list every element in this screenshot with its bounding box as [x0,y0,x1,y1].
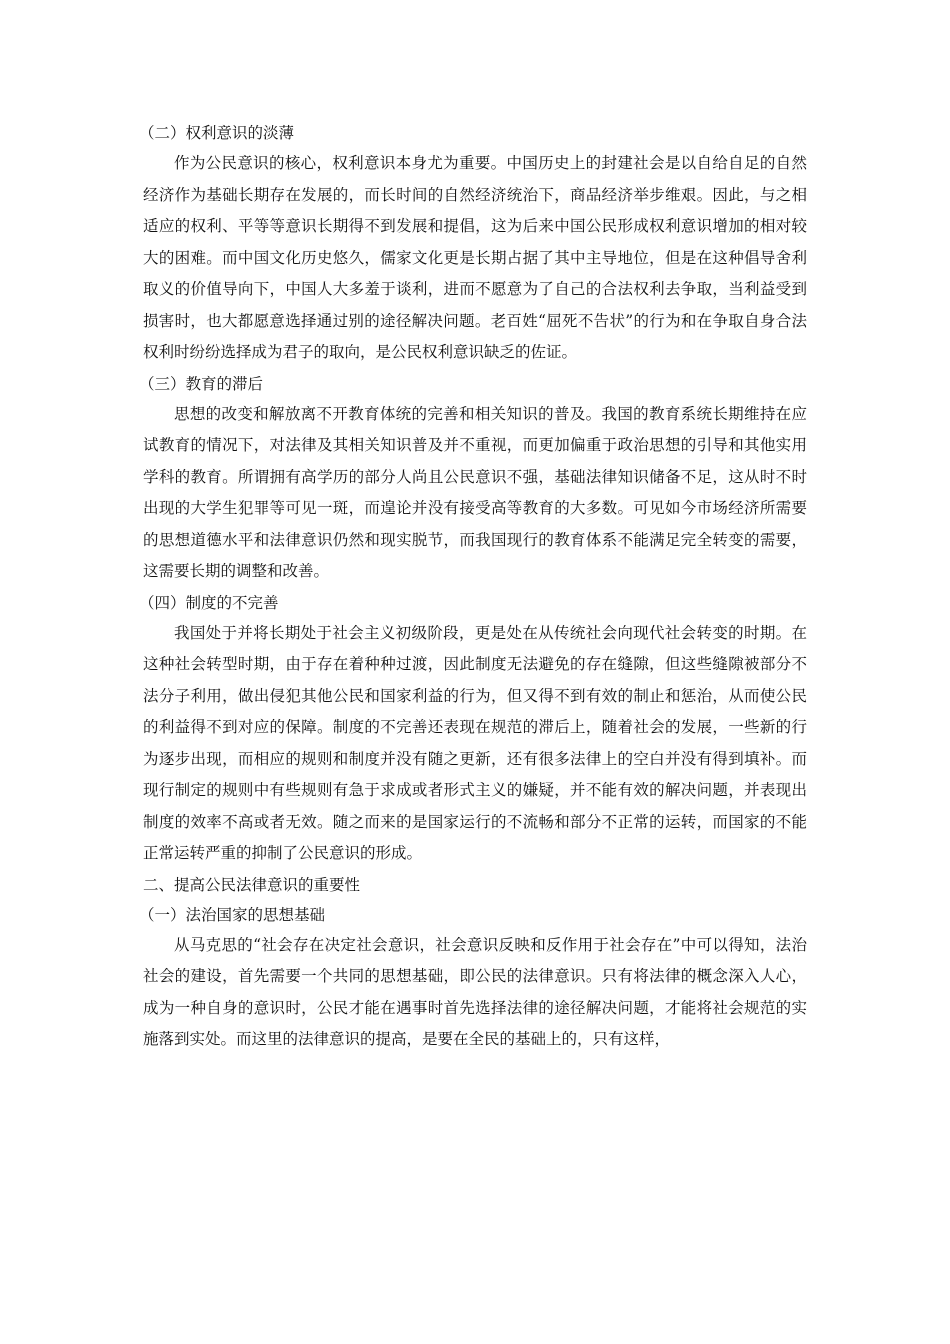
paragraph-institutions: 我国处于并将长期处于社会主义初级阶段，更是处在从传统社会向现代社会转变的时期。在这种社会转型时期，由于存在着种种过渡，因此制度无法避免的存在缝隙，但这些缝隙被部分不法分子利用，做出侵犯其他公民和国家利益的行为，但又得不到有效的制止和惩治，从而使公民的利益得不到对应的保障。制度的不完善还表现在规范的滞后上，随着社会的发展，一些新的行为逐步出现，而相应的规则和制度并没有随之更新，还有很多法律上的空白并没有得到填补。而现行制定的规则中有些规则有急于求成或者形式主义的嫌疑，并不能有效的解决问题，并表现出制度的效率不高或者无效。随之而来的是国家运行的不流畅和部分不正常的运转，而国家的不能正常运转严重的抑制了公民意识的形成。 [143,623,807,862]
document-body [139,118,807,1056]
section-heading-rights-awareness: （二）权利意识的淡薄 [139,124,295,142]
chapter-heading-importance: 二、提高公民法律意识的重要性 [143,875,361,894]
section-heading-ideological-foundation: （一）法治国家的思想基础 [139,905,326,924]
section-heading-institutions: （四）制度的不完善 [139,593,279,612]
paragraph-education: 思想的改变和解放离不开教育体统的完善和相关知识的普及。我国的教育系统长期维持在应试教育的情况下，对法律及其相关知识普及并不重视，而更加偏重于政治思想的引导和其他实用学科的教育。所谓拥有高学历的部分人尚且公民意识不强，基础法律知识储备不足，这从时不时出现的大学生犯罪等可见一斑，而遑论并没有接受高等教育的大多数。可见如今市场经济所需要的思想道德水平和法律意识仍然和现实脱节，而我国现行的教育体系不能满足完全转变的需要，这需要长期的调整和改善。 [143,404,807,580]
section-heading-education: （三）教育的滞后 [139,374,264,393]
paragraph-rights-awareness: 作为公民意识的核心，权利意识本身尤为重要。中国历史上的封建社会是以自给自足的自然经济作为基础长期存在发展的，而长时间的自然经济统治下，商品经济举步维艰。因此，与之相适应的权利、平等等意识长期得不到发展和提倡，这为后来中国公民形成权利意识增加的相对较大的困难。而中国文化历史悠久，儒家文化更是长期占据了其中主导地位，但是在这种倡导舍利取义的价值导向下，中国人大多羞于谈利，进而不愿意为了自己的合法权利去争取，当利益受到损害时，也大都愿意选择通过别的途径解决问题。老百姓“屈死不告状”的行为和在争取自身合法权利时纷纷选择成为君子的取向，是公民权利意识缺乏的佐证。 [143,154,807,361]
paragraph-ideological-foundation: 从马克思的“社会存在决定社会意识，社会意识反映和反作用于社会存在”中可以得知，法治社会的建设，首先需要一个共同的思想基础，即公民的法律意识。只有将法律的概念深入人心，成为一种自身的意识时，公民才能在遇事时首先选择法律的途径解决问题，才能将社会规范的实施落到实处。而这里的法律意识的提高，是要在全民的基础上的，只有这样， [143,935,807,1048]
